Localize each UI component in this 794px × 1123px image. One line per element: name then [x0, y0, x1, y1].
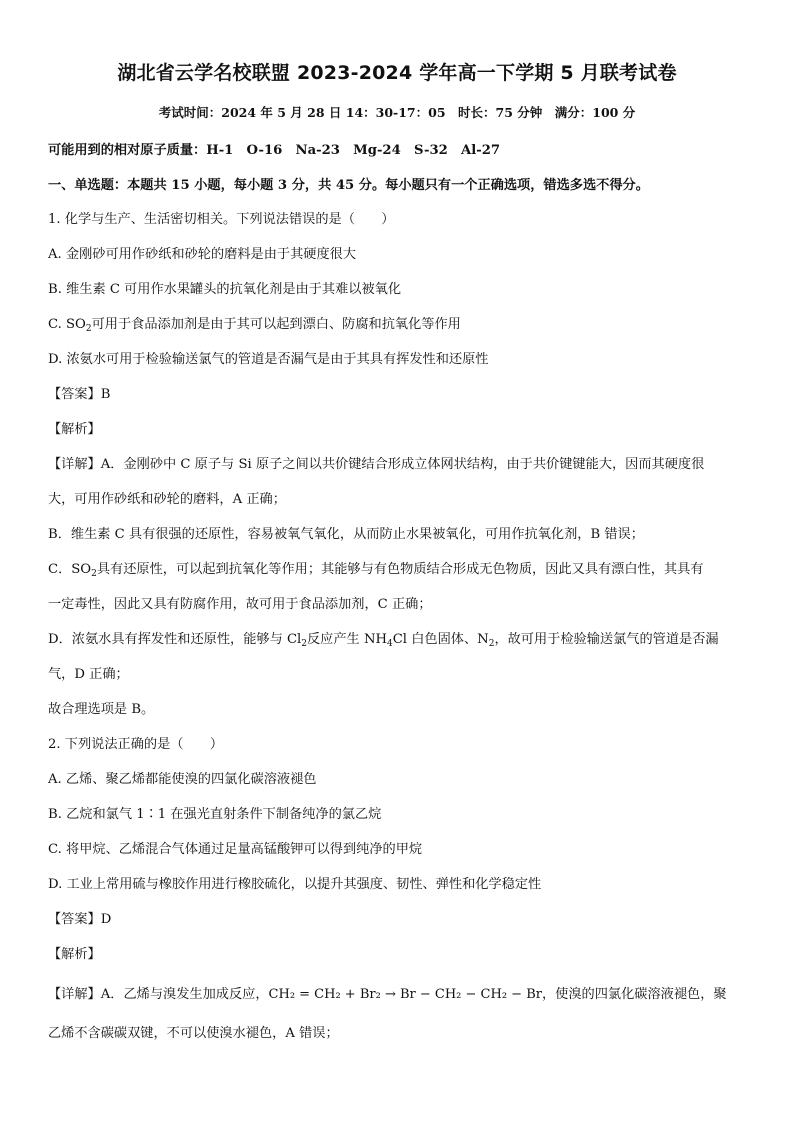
- q1-stem: 1. 化学与生产、生活密切相关。下列说法错误的是（ ）: [48, 212, 395, 227]
- q2-equation: CH₂ = CH₂ + Br₂ → Br − CH₂ − CH₂ − Br: [268, 987, 542, 1002]
- q1-detail-d-sub1: 2: [301, 639, 307, 649]
- q1-option-c-rest: 可用于食品添加剂是由于其可以起到漂白、防腐和抗氧化等作用: [91, 317, 461, 332]
- q1-option-c-text: C. SO: [48, 317, 86, 332]
- q2-detail-a-line2: 乙烯不含碳碳双键，不可以使溴水褪色，A 错误；: [48, 1026, 339, 1041]
- q2-option-c: C. 将甲烷、乙烯混合气体通过足量高锰酸钾可以得到纯净的甲烷: [48, 842, 423, 857]
- q1-detail-b: B．维生素 C 具有很强的还原性，容易被氧气氧化，从而防止水果被氧化，可用作抗氧化剂，B 错误；: [48, 527, 644, 542]
- q2-option-d: D. 工业上常用硫与橡胶作用进行橡胶硫化，以提升其强度、韧性、弹性和化学稳定性: [48, 877, 542, 892]
- q1-detail-c-subscript: 2: [91, 569, 97, 579]
- exam-info: 考试时间：2024 年 5 月 28 日 14：30-17：05 时长：75 分钟 满分：100 分: [158, 105, 636, 120]
- q2-detail-a-text: 【详解】A．乙烯与溴发生加成反应，: [48, 987, 269, 1002]
- q2-analysis-label: 【解析】: [48, 947, 101, 962]
- q2-option-a: A. 乙烯、聚乙烯都能使溴的四氯化碳溶液褪色: [48, 772, 317, 787]
- q2-answer: 【答案】D: [48, 912, 112, 927]
- q1-detail-c-text: C．SO: [48, 562, 92, 577]
- q2-detail-a-line1: [48, 983, 748, 1002]
- q1-detail-d-rest: ，故可用于检验输送氯气的管道是否漏: [494, 632, 719, 647]
- q1-detail-c-rest: 具有还原性，可以起到抗氧化等作用；其能够与有色物质结合形成无色物质，因此又具有漂白性，其具有: [96, 562, 704, 577]
- q1-detail-d-mid: 反应产生 NH: [307, 632, 387, 647]
- q1-option-c-subscript: 2: [85, 324, 92, 334]
- q1-detail-d-sub3: 2: [488, 639, 495, 649]
- q1-detail-d-text: D．浓氨水具有挥发性和还原性，能够与 Cl: [48, 632, 302, 647]
- q1-option-b: B. 维生素 C 可用作水果罐头的抗氧化剂是由于其难以被氧化: [48, 282, 402, 297]
- q2-option-b: B. 乙烷和氯气 1∶1 在强光直射条件下制备纯净的氯乙烷: [48, 807, 382, 822]
- exam-title: 湖北省云学名校联盟 2023-2024 学年高一下学期 5 月联考试卷: [117, 62, 677, 84]
- q1-answer: 【答案】B: [48, 387, 111, 402]
- q2-detail-a-rest: ，使溴的四氯化碳溶液褪色，聚: [541, 987, 727, 1002]
- q1-detail-d-mid2: Cl 白色固体、N: [392, 632, 489, 647]
- q1-option-d: D. 浓氨水可用于检验输送氯气的管道是否漏气是由于其具有挥发性和还原性: [48, 352, 489, 367]
- q1-detail-a-line2: 大，可用作砂纸和砂轮的磨料，A 正确；: [48, 492, 286, 507]
- q1-detail-c-line1: [48, 558, 748, 577]
- q1-detail-d-sub2: 4: [386, 639, 393, 649]
- atomic-masses: 可能用到的相对原子质量：H-1 O-16 Na-23 Mg-24 S-32 Al-27: [48, 143, 501, 158]
- q1-option-a: A. 金刚砂可用作砂纸和砂轮的磨料是由于其硬度很大: [48, 247, 357, 262]
- q1-conclusion: 故合理选项是 B。: [48, 702, 155, 717]
- q1-detail-d-line2: 气，D 正确；: [48, 667, 129, 682]
- q1-detail-d-line1: [48, 628, 748, 647]
- q1-analysis-label: 【解析】: [48, 422, 101, 437]
- q1-detail-a-line1: 【详解】A．金刚砂中 C 原子与 Si 原子之间以共价键结合形成立体网状结构，由于共价键键能大，因而其硬度很: [48, 457, 705, 472]
- q1-detail-c-line2: 一定毒性，因此又具有防腐作用，故可用于食品添加剂，C 正确；: [48, 597, 432, 612]
- q1-option-c: [48, 313, 748, 332]
- q2-stem: 2. 下列说法正确的是（ ）: [48, 737, 224, 752]
- section-heading: 一、单选题：本题共 15 小题，每小题 3 分，共 45 分。每小题只有一个正确选项，错选多选不得分。: [48, 178, 649, 193]
